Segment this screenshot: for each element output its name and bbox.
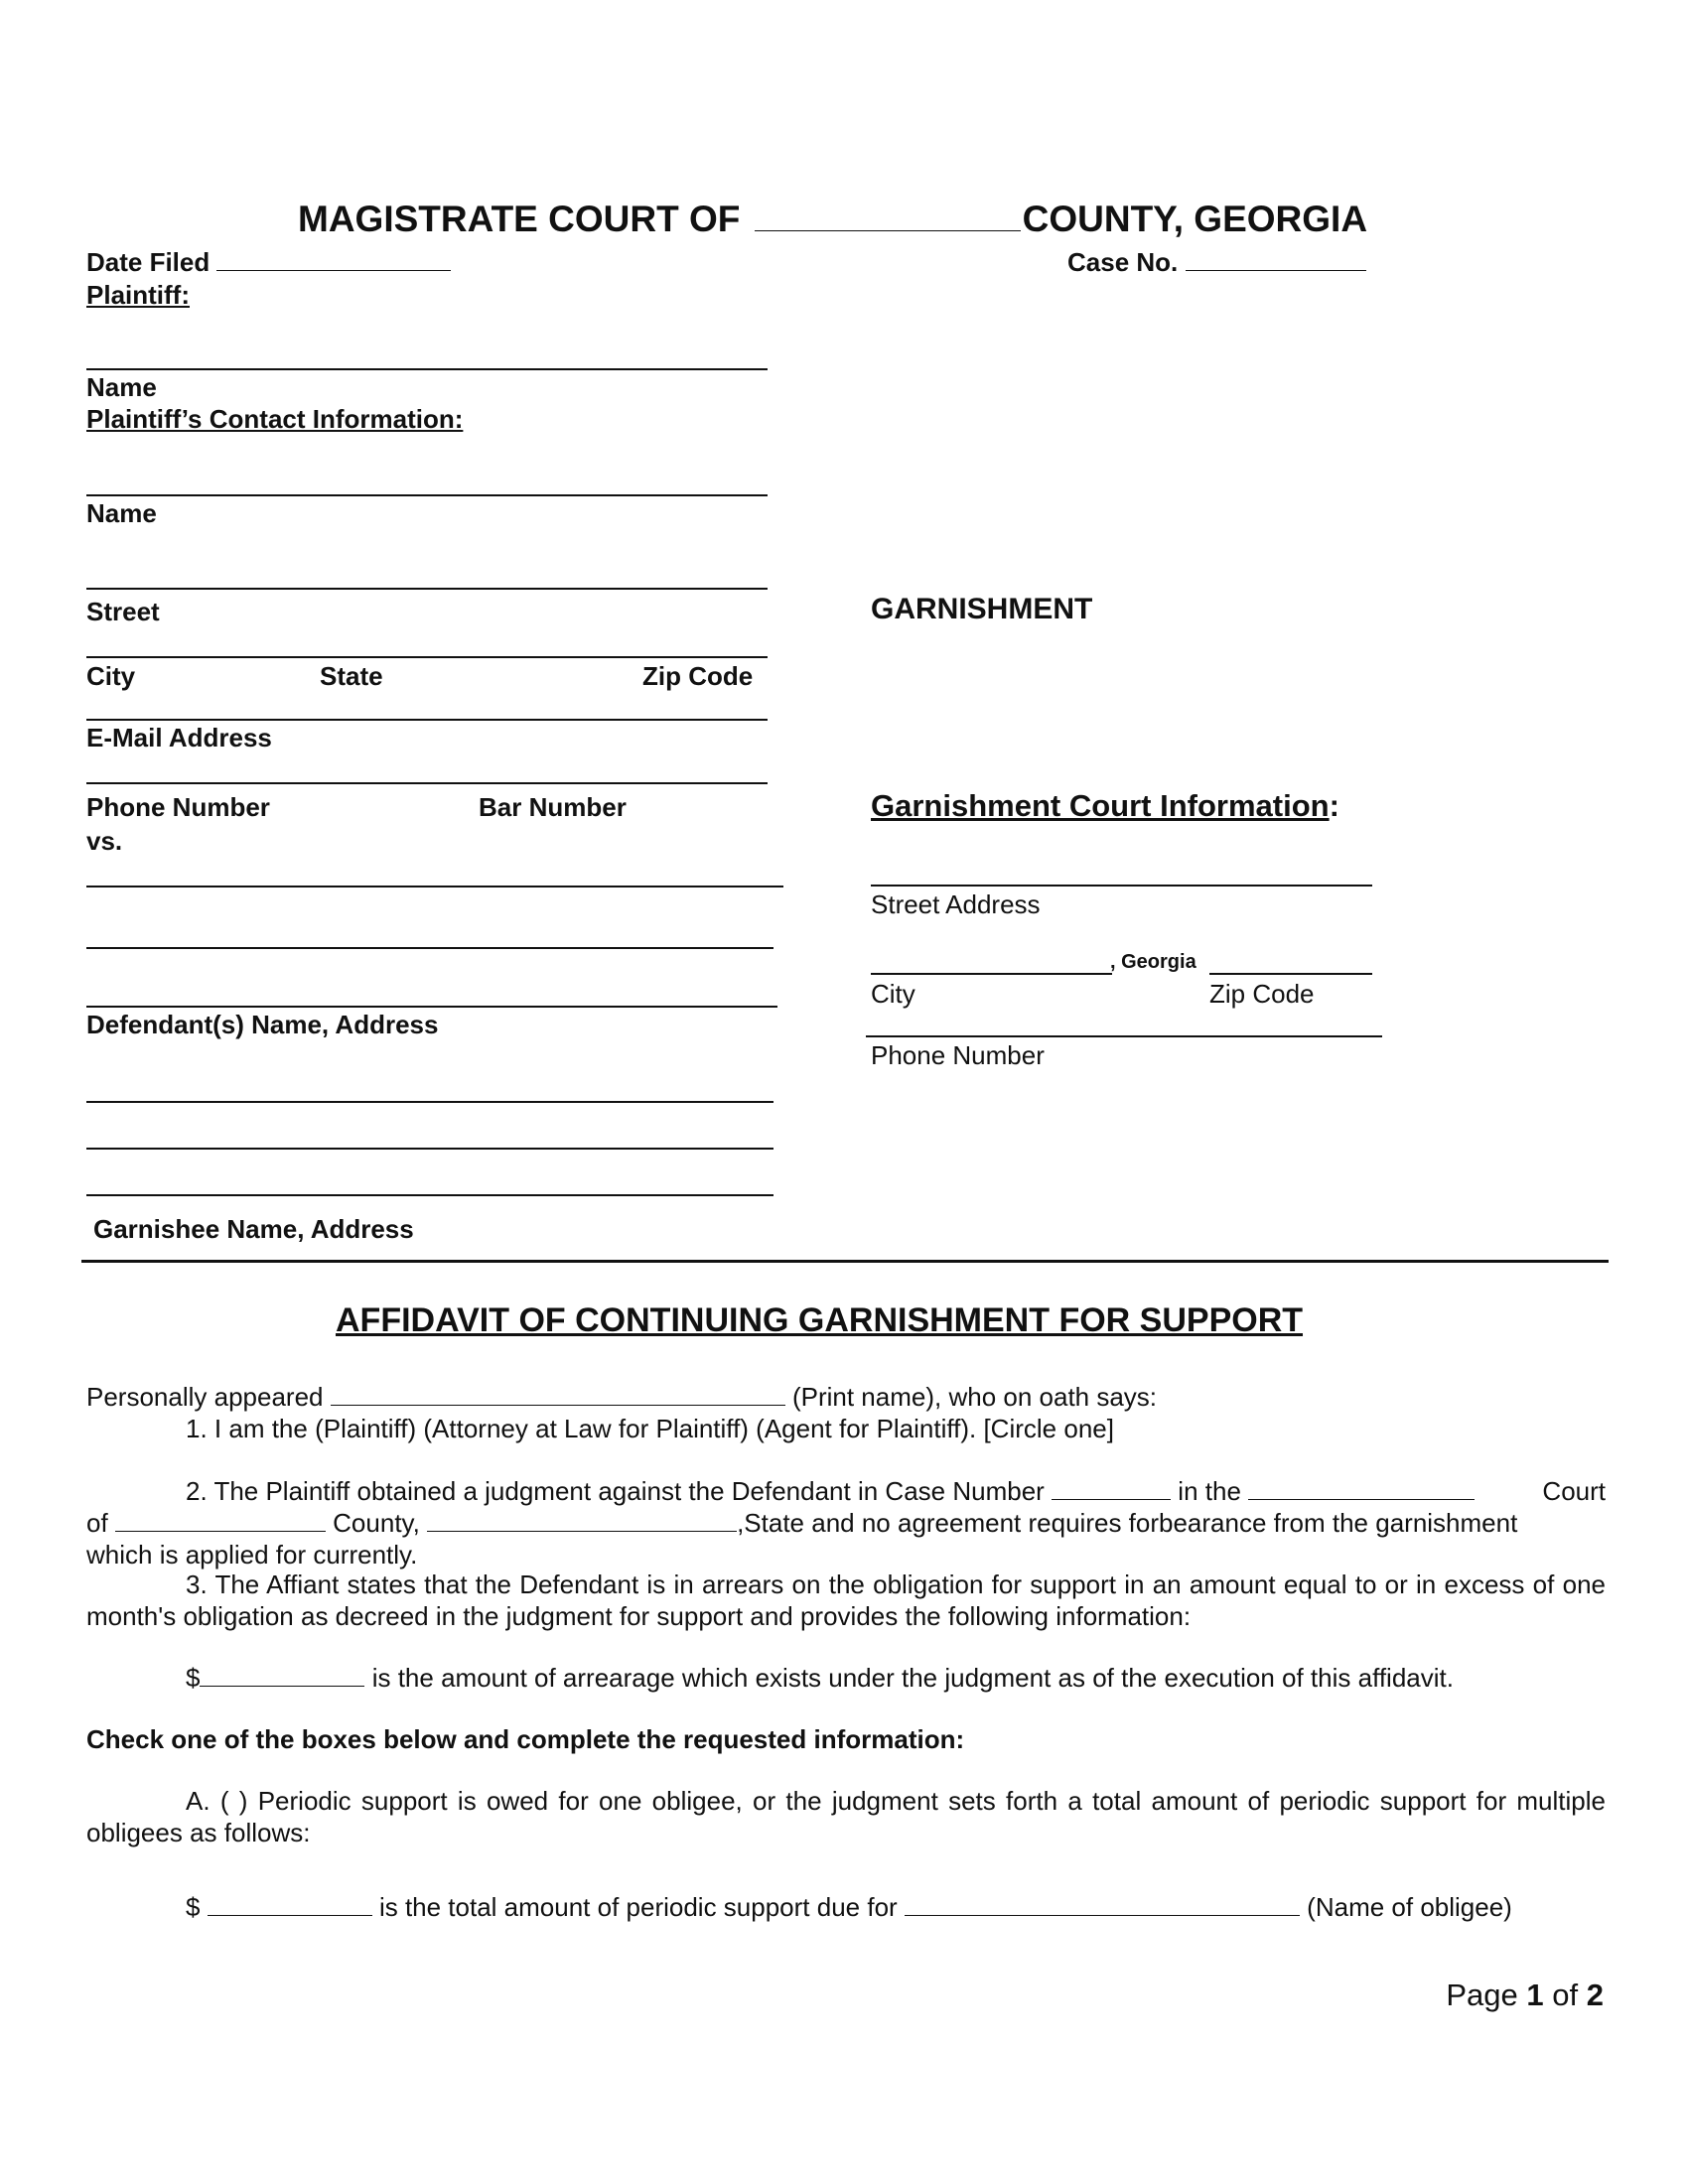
georgia-label: , Georgia <box>1110 951 1196 973</box>
plaintiff-heading: Plaintiff: <box>86 280 190 310</box>
court-city-label: City <box>871 979 915 1009</box>
total-suffix: (Name of obligee) <box>1307 1892 1512 1922</box>
email-label: E-Mail Address <box>86 723 272 752</box>
case-no-label: Case No. <box>1067 247 1179 277</box>
page-total: 2 <box>1586 1978 1604 2012</box>
vs-label: vs. <box>86 826 123 856</box>
case-no <box>1067 247 1366 278</box>
of-word: of <box>1552 1978 1579 2012</box>
phone-label: Phone Number <box>86 792 270 822</box>
bar-number-label: Bar Number <box>479 792 627 822</box>
item-2-d: of <box>86 1508 108 1538</box>
plaintiff-name-label: Name <box>86 372 157 402</box>
street-label: Street <box>86 597 160 626</box>
appeared-suffix: (Print name), who on oath says: <box>791 1382 1158 1412</box>
affiant-name-field[interactable] <box>331 1383 785 1406</box>
date-filed <box>86 247 451 278</box>
state-field[interactable] <box>427 1509 737 1532</box>
court-info-heading-text: Garnishment Court Information <box>871 788 1330 823</box>
item-2-c: Court <box>1542 1476 1606 1506</box>
item-2-line-3: which is applied for currently. <box>86 1540 418 1570</box>
section-divider <box>81 1260 1609 1263</box>
court-zip-line[interactable] <box>1209 973 1372 975</box>
item-2-a: 2. The Plaintiff obtained a judgment against the Defendant in Case Number <box>186 1476 1045 1506</box>
court-title <box>298 199 1367 240</box>
court-title-left: MAGISTRATE COURT OF <box>298 199 741 239</box>
court-phone-line[interactable] <box>866 1035 1382 1037</box>
plaintiff-name-line[interactable] <box>86 368 768 370</box>
contact-name-label: Name <box>86 498 157 528</box>
date-filed-field[interactable] <box>216 248 451 271</box>
garnishee-line-1[interactable] <box>86 1101 774 1103</box>
contact-name-line[interactable] <box>86 494 768 496</box>
affidavit-title: AFFIDAVIT OF CONTINUING GARNISHMENT FOR SUPPORT <box>336 1301 1304 1339</box>
date-filed-label: Date Filed <box>86 247 211 277</box>
court-title-right: COUNTY, GEORGIA <box>1022 199 1368 239</box>
total-middle: is the total amount of periodic support due for <box>378 1892 898 1922</box>
arrearage-suffix: is the amount of arrearage which exists under the judgment as of the execution of this affidavit. <box>371 1663 1454 1693</box>
court-info-heading <box>871 788 1339 824</box>
court-phone-label: Phone Number <box>871 1040 1045 1070</box>
arrearage-prefix: $ <box>186 1663 201 1693</box>
garnishee-label: Garnishee Name, Address <box>93 1214 414 1244</box>
item-2-f: ,State and no agreement requires forbearance from the garnishment <box>737 1508 1518 1538</box>
court-street-label: Street Address <box>871 889 1041 919</box>
item-3: 3. The Affiant states that the Defendant is in arrears on the obligation for support in an amount equal to or in excess of one month's obligation as decreed in the judgment for support and provides the following information: <box>86 1570 1606 1631</box>
street-line[interactable] <box>86 588 768 590</box>
court-zip-label: Zip Code <box>1209 979 1315 1009</box>
garnishee-line-2[interactable] <box>86 1148 774 1150</box>
item-2-b: in the <box>1178 1476 1241 1506</box>
check-heading: Check one of the boxes below and complete the requested information: <box>86 1724 965 1754</box>
contact-heading: Plaintiff’s Contact Information: <box>86 404 464 434</box>
garnishee-line-3[interactable] <box>86 1194 774 1196</box>
total-support-line <box>186 1892 1512 1923</box>
defendant-label: Defendant(s) Name, Address <box>86 1010 439 1039</box>
county-blank[interactable] <box>755 203 1021 231</box>
total-prefix: $ <box>186 1892 201 1922</box>
item-2-line-1 <box>186 1476 1606 1507</box>
state-label: State <box>320 661 383 691</box>
obligee-name-field[interactable] <box>905 1893 1300 1916</box>
court-info-colon: : <box>1329 788 1339 823</box>
arrearage-amount-field[interactable] <box>200 1664 364 1687</box>
phone-line[interactable] <box>86 782 768 784</box>
defendant-line-3[interactable] <box>86 1006 777 1008</box>
county-field[interactable] <box>115 1509 326 1532</box>
case-number-field[interactable] <box>1052 1477 1171 1500</box>
case-no-field[interactable] <box>1186 248 1366 271</box>
city-label: City <box>86 661 136 691</box>
court-name-field[interactable] <box>1248 1477 1475 1500</box>
defendant-line-1[interactable] <box>86 886 783 887</box>
appeared-line <box>86 1382 1157 1413</box>
option-a: A. ( ) Periodic support is owed for one obligee, or the judgment sets forth a total amount of periodic support for multiple obligees as follows: <box>86 1786 1606 1847</box>
item-2-line-2 <box>86 1508 1606 1539</box>
item-1: 1. I am the (Plaintiff) (Attorney at Law for Plaintiff) (Agent for Plaintiff). [Circle one] <box>186 1414 1114 1443</box>
total-amount-field[interactable] <box>208 1893 372 1916</box>
page-word: Page <box>1446 1978 1518 2012</box>
arrearage-line <box>186 1663 1454 1694</box>
page-current: 1 <box>1526 1978 1544 2012</box>
item-2-e: County, <box>333 1508 420 1538</box>
zip-label: Zip Code <box>642 661 754 691</box>
court-city-line[interactable] <box>871 973 1112 975</box>
email-line[interactable] <box>86 719 768 721</box>
defendant-line-2[interactable] <box>86 947 774 949</box>
court-street-line[interactable] <box>871 885 1372 887</box>
city-line[interactable] <box>86 656 768 658</box>
page-number <box>1446 1978 1604 2013</box>
garnishment-title: GARNISHMENT <box>871 593 1093 625</box>
appeared-prefix: Personally appeared <box>86 1382 324 1412</box>
